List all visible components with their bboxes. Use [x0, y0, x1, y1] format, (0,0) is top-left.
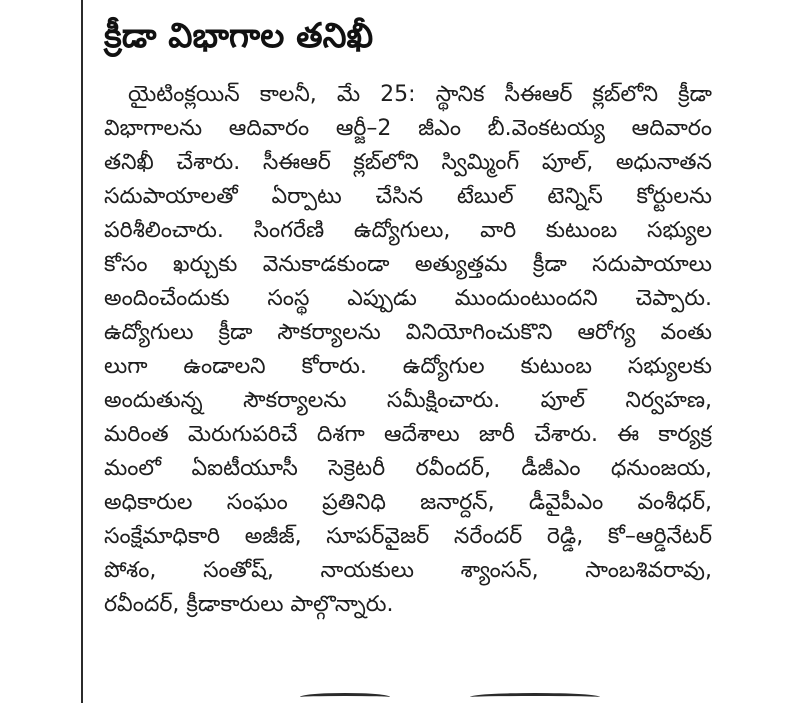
article-line-4: సదుపాయాలతో ఏర్పాటు చేసిన టేబుల్ టెన్నిస్ కోర్టులను — [104, 184, 712, 209]
article-line-9: లుగా ఉండాలని కోరారు. ఉద్యోగుల కుటుంబ సభ్యులకు — [104, 354, 712, 379]
article-line-3: తనిఖీ చేశారు. సీఈఆర్ క్లబ్‌లోని స్విమ్మింగ్ పూల్, అధునాతన — [104, 150, 712, 175]
article-line-8: ఉద్యోగులు క్రీడా సౌకర్యాలను వినియోగించుకొని ఆరోగ్య వంతు — [104, 320, 712, 345]
column-divider — [81, 0, 83, 703]
cut-off-text-fragment-bottom — [470, 693, 600, 701]
article-headline: క్రీడా విభాగాల తనిఖీ — [104, 16, 374, 56]
article-line-7: అందించేందుకు సంస్థ ఎప్పుడు ముందుంటుందని చెప్పారు. — [104, 286, 712, 311]
article-body — [104, 78, 712, 622]
article-line-16: రవీందర్, క్రీడాకారులు పాల్గొన్నారు. — [104, 592, 394, 617]
article-line-14: సంక్షేమాధికారి అజీజ్, సూపర్‌వైజర్ నరేందర్ రెడ్డి, కో–ఆర్డినేటర్ — [104, 524, 712, 549]
article-line-11: మరింత మెరుగుపరిచే దిశగా ఆదేశాలు జారీ చేశారు. ఈ కార్యక్ర — [104, 422, 712, 447]
article-line-5: పరిశీలించారు. సింగరేణి ఉద్యోగులు, వారి కుటుంబ సభ్యుల — [104, 218, 712, 243]
article-line-10: అందుతున్న సౌకర్యాలను సమీక్షించారు. పూల్ నిర్వహణ, — [104, 388, 712, 413]
article-line-15: పోశం, సంతోష్, నాయకులు శ్యాంసన్, సాంబశివరావు, — [104, 558, 712, 583]
cut-off-text-fragment-bottom — [300, 693, 390, 701]
cut-off-text-fragment-top — [520, 0, 566, 5]
article-line-6: కోసం ఖర్చుకు వెనుకాడకుండా అత్యుత్తమ క్రీడా సదుపాయాలు — [104, 252, 712, 277]
article-line-2: విభాగాలను ఆదివారం ఆర్జీ–2 జీఎం బీ.వెంకటయ్య ఆదివారం — [104, 116, 712, 141]
article-line-13: అధికారుల సంఘం ప్రతినిధి జనార్దన్, డీవైపీఎం వంశీధర్, — [104, 490, 712, 515]
article-line-1: యైటింక్లయిన్ కాలనీ, మే 25: స్థానిక సీఈఆర్ క్లబ్‌లోని క్రీడా — [128, 82, 712, 107]
article-line-12: మంలో ఏఐటీయూసీ సెక్రెటరీ రవీందర్, డీజీఎం ధనుంజయ, — [104, 456, 712, 481]
